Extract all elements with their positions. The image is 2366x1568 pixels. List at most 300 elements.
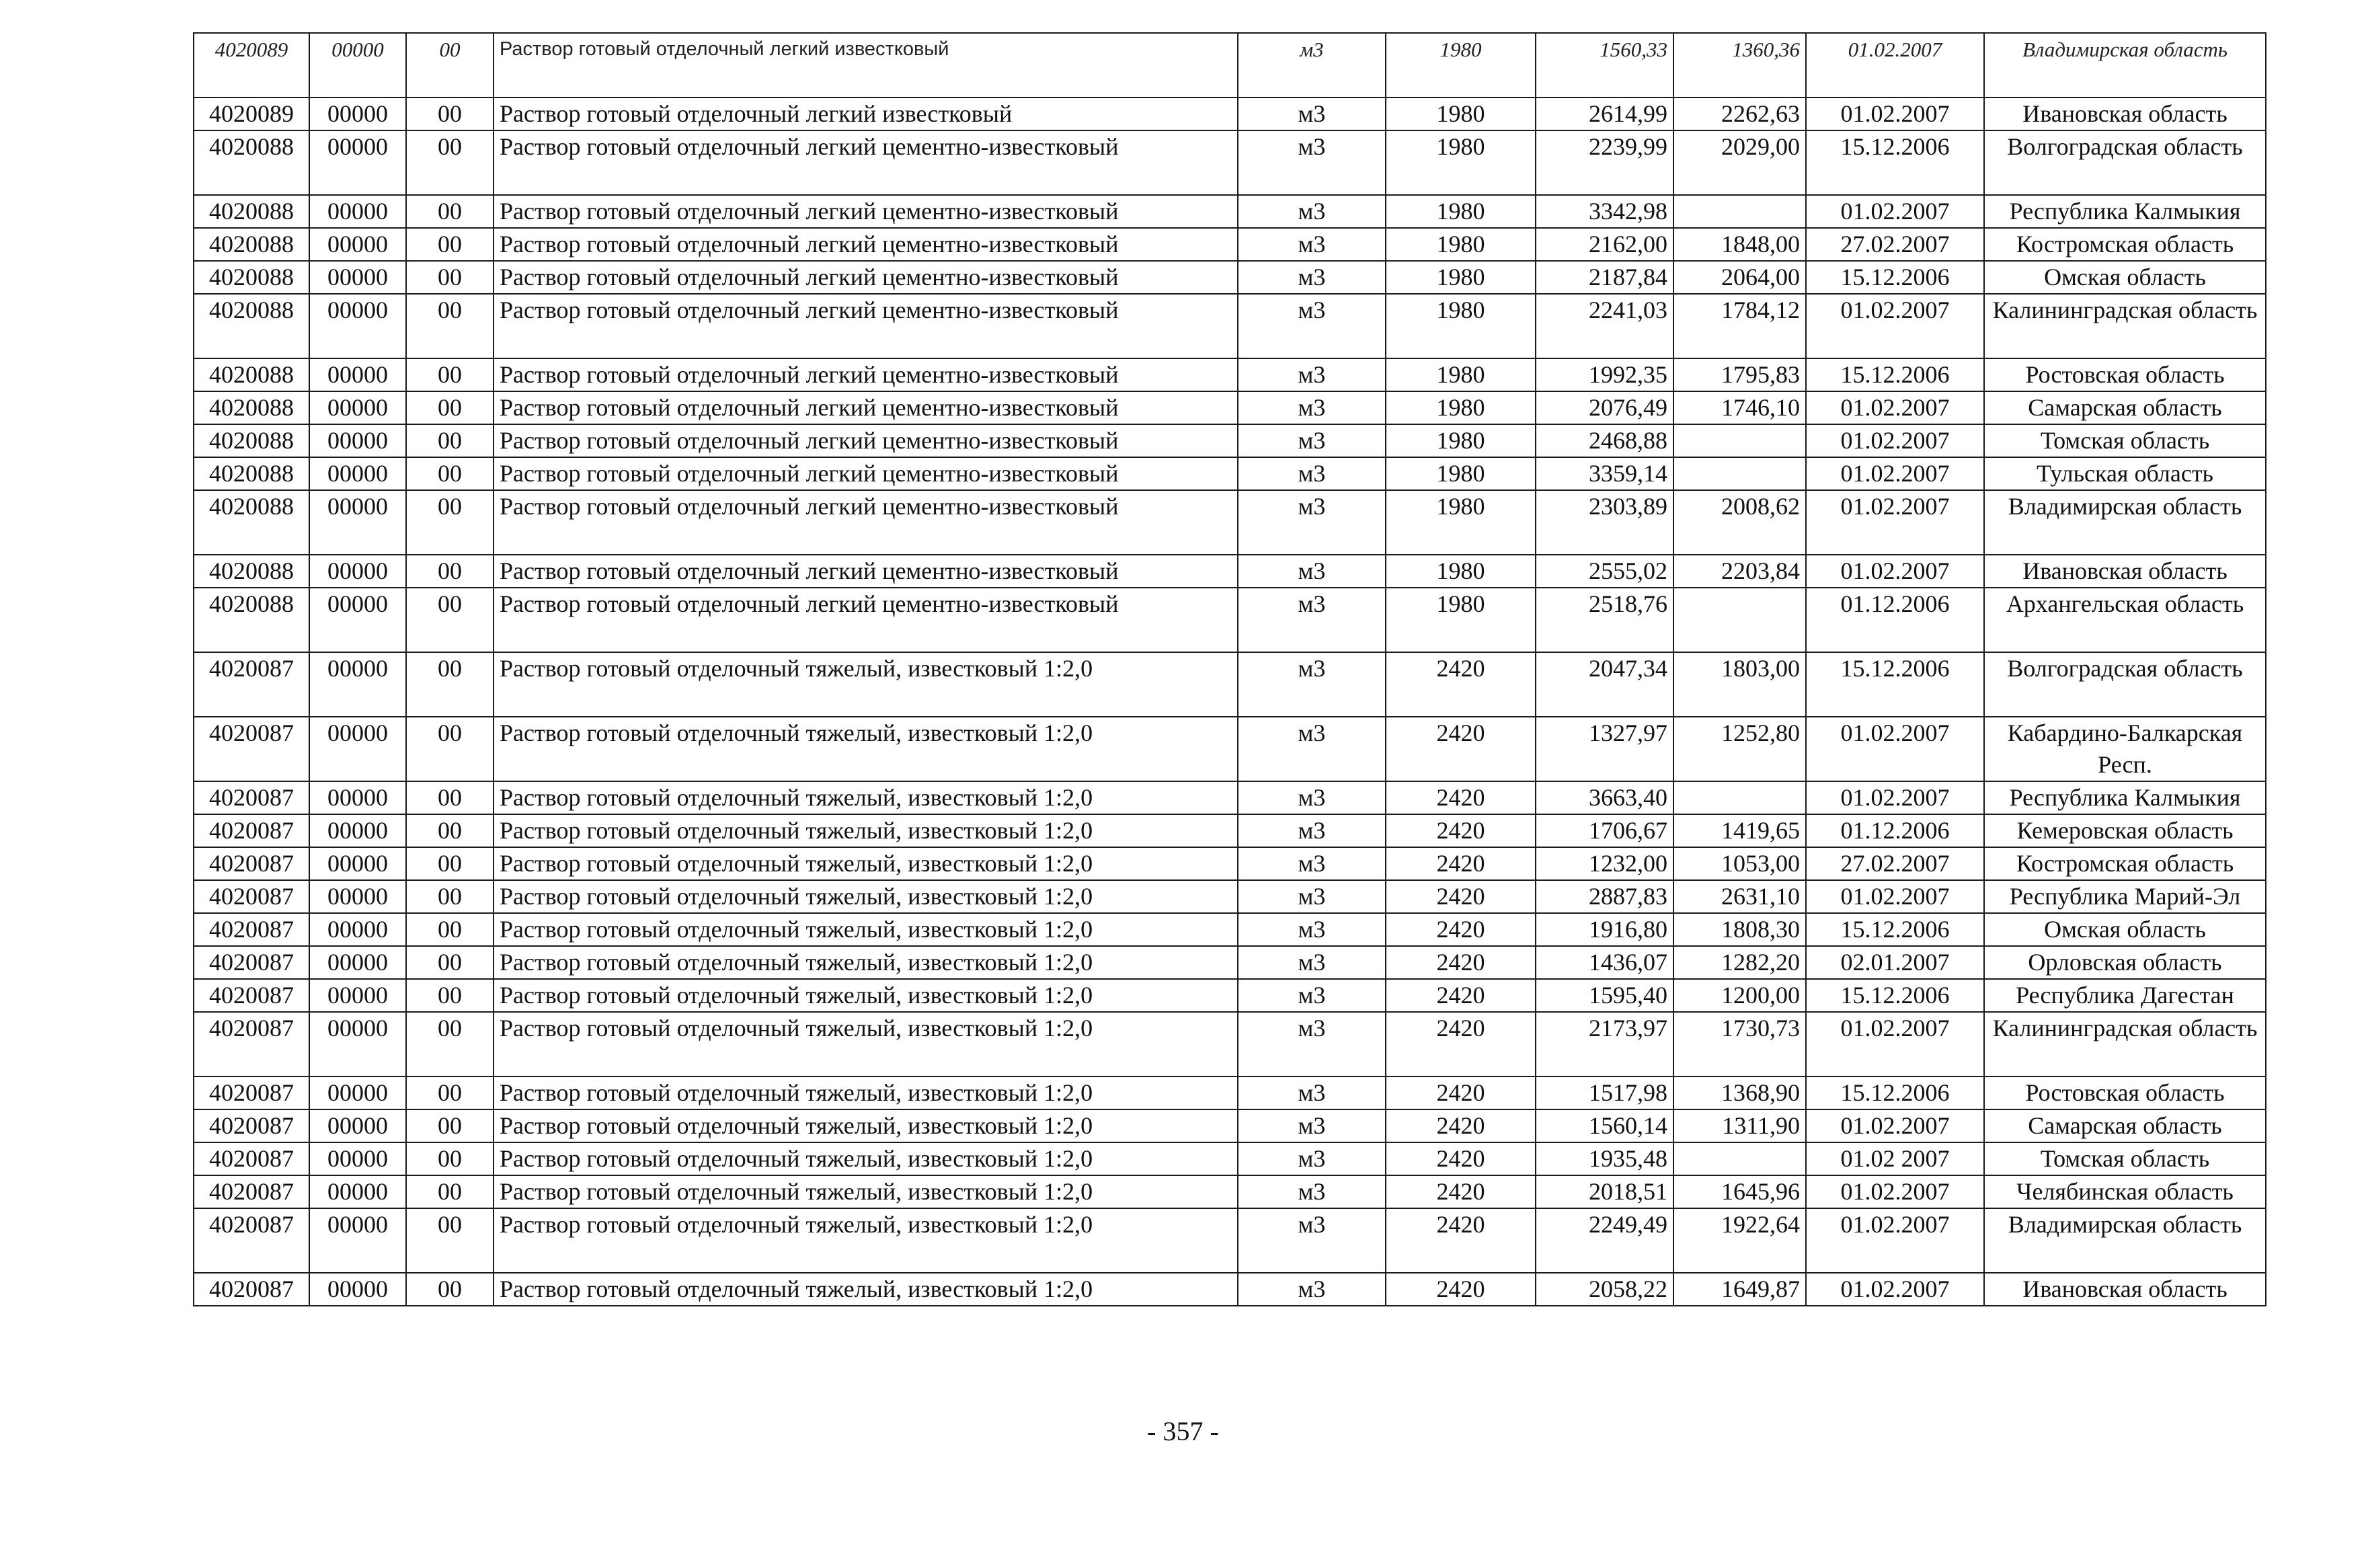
table-row bbox=[194, 228, 2266, 261]
price-with-vat-cell: 2468,88 bbox=[1536, 424, 1673, 457]
sub-code-cell: 00000 bbox=[309, 717, 406, 781]
sub-code-cell: 00000 bbox=[309, 880, 406, 913]
unit-cell: м3 bbox=[1238, 717, 1386, 781]
sub-code-cell: 00000 bbox=[309, 391, 406, 424]
group-code-cell: 00 bbox=[406, 652, 494, 717]
weight-cell: 2420 bbox=[1386, 880, 1536, 913]
group-code-cell: 00 bbox=[406, 97, 494, 130]
unit-cell: м3 bbox=[1238, 913, 1386, 946]
material-code-cell: 4020088 bbox=[194, 261, 309, 294]
table-row bbox=[194, 130, 2266, 195]
weight-cell: 2420 bbox=[1386, 1012, 1536, 1076]
weight-cell: 1980 bbox=[1386, 358, 1536, 391]
unit-cell: м3 bbox=[1238, 555, 1386, 588]
material-code-cell: 4020087 bbox=[194, 1208, 309, 1273]
group-code-cell: 00 bbox=[406, 1012, 494, 1076]
material-name-cell: Раствор готовый отделочный тяжелый, известковый 1:2,0 bbox=[494, 814, 1238, 847]
region-cell: Республика Калмыкия bbox=[1984, 195, 2266, 228]
date-cell: 01.02.2007 bbox=[1806, 1208, 1984, 1273]
material-name-cell: Раствор готовый отделочный тяжелый, известковый 1:2,0 bbox=[494, 717, 1238, 781]
price-without-vat-cell: 1419,65 bbox=[1673, 814, 1806, 847]
material-code-cell: 4020088 bbox=[194, 391, 309, 424]
region-cell: Ростовская область bbox=[1984, 1076, 2266, 1109]
material-name-cell: Раствор готовый отделочный тяжелый, известковый 1:2,0 bbox=[494, 1208, 1238, 1273]
price-with-vat-cell: 2555,02 bbox=[1536, 555, 1673, 588]
material-code-cell: 4020088 bbox=[194, 130, 309, 195]
material-code-cell: 4020087 bbox=[194, 880, 309, 913]
price-without-vat-cell bbox=[1673, 195, 1806, 228]
unit-cell: м3 bbox=[1238, 457, 1386, 490]
sub-code-cell: 00000 bbox=[309, 33, 406, 97]
table-row bbox=[194, 457, 2266, 490]
region-cell: Ивановская область bbox=[1984, 1273, 2266, 1306]
unit-cell: м3 bbox=[1238, 1076, 1386, 1109]
group-code-cell: 00 bbox=[406, 130, 494, 195]
price-with-vat-cell: 2076,49 bbox=[1536, 391, 1673, 424]
group-code-cell: 00 bbox=[406, 294, 494, 358]
region-cell: Ивановская область bbox=[1984, 555, 2266, 588]
price-with-vat-cell: 2249,49 bbox=[1536, 1208, 1673, 1273]
date-cell: 01.02.2007 bbox=[1806, 195, 1984, 228]
region-cell: Волгоградская область bbox=[1984, 130, 2266, 195]
date-cell: 01.02.2007 bbox=[1806, 880, 1984, 913]
date-cell: 27.02.2007 bbox=[1806, 228, 1984, 261]
date-cell: 01.02.2007 bbox=[1806, 294, 1984, 358]
region-cell: Ростовская область bbox=[1984, 358, 2266, 391]
material-name-cell: Раствор готовый отделочный тяжелый, известковый 1:2,0 bbox=[494, 1109, 1238, 1142]
unit-cell: м3 bbox=[1238, 358, 1386, 391]
date-cell: 01.02.2007 bbox=[1806, 1273, 1984, 1306]
table-row bbox=[194, 880, 2266, 913]
price-without-vat-cell: 1282,20 bbox=[1673, 946, 1806, 979]
material-name-cell: Раствор готовый отделочный легкий цементно-известковый bbox=[494, 457, 1238, 490]
weight-cell: 2420 bbox=[1386, 979, 1536, 1012]
table-row bbox=[194, 555, 2266, 588]
table-row bbox=[194, 424, 2266, 457]
price-with-vat-cell: 1595,40 bbox=[1536, 979, 1673, 1012]
material-name-cell: Раствор готовый отделочный легкий цементно-известковый bbox=[494, 195, 1238, 228]
date-cell: 15.12.2006 bbox=[1806, 1076, 1984, 1109]
price-with-vat-cell: 2162,00 bbox=[1536, 228, 1673, 261]
sub-code-cell: 00000 bbox=[309, 814, 406, 847]
table-row bbox=[194, 1208, 2266, 1273]
sub-code-cell: 00000 bbox=[309, 1273, 406, 1306]
weight-cell: 1980 bbox=[1386, 33, 1536, 97]
unit-cell: м3 bbox=[1238, 1142, 1386, 1175]
price-table-body bbox=[194, 33, 2266, 1306]
date-cell: 15.12.2006 bbox=[1806, 913, 1984, 946]
price-with-vat-cell: 2018,51 bbox=[1536, 1175, 1673, 1208]
group-code-cell: 00 bbox=[406, 228, 494, 261]
sub-code-cell: 00000 bbox=[309, 979, 406, 1012]
unit-cell: м3 bbox=[1238, 391, 1386, 424]
weight-cell: 2420 bbox=[1386, 1175, 1536, 1208]
date-cell: 01.02.2007 bbox=[1806, 555, 1984, 588]
table-row bbox=[194, 847, 2266, 880]
price-without-vat-cell bbox=[1673, 781, 1806, 814]
weight-cell: 1980 bbox=[1386, 588, 1536, 652]
date-cell: 01.12.2006 bbox=[1806, 814, 1984, 847]
region-cell: Республика Калмыкия bbox=[1984, 781, 2266, 814]
table-row bbox=[194, 652, 2266, 717]
group-code-cell: 00 bbox=[406, 1142, 494, 1175]
material-code-cell: 4020088 bbox=[194, 555, 309, 588]
table-row bbox=[194, 588, 2266, 652]
material-code-cell: 4020088 bbox=[194, 358, 309, 391]
region-cell: Калининградская область bbox=[1984, 294, 2266, 358]
table-row bbox=[194, 717, 2266, 781]
material-name-cell: Раствор готовый отделочный легкий известковый bbox=[494, 97, 1238, 130]
price-with-vat-cell: 1560,33 bbox=[1536, 33, 1673, 97]
region-cell: Волгоградская область bbox=[1984, 652, 2266, 717]
unit-cell: м3 bbox=[1238, 228, 1386, 261]
date-cell: 01.02.2007 bbox=[1806, 490, 1984, 555]
unit-cell: м3 bbox=[1238, 1175, 1386, 1208]
unit-cell: м3 bbox=[1238, 424, 1386, 457]
price-without-vat-cell: 1803,00 bbox=[1673, 652, 1806, 717]
material-code-cell: 4020088 bbox=[194, 490, 309, 555]
table-row bbox=[194, 814, 2266, 847]
region-cell: Омская область bbox=[1984, 261, 2266, 294]
sub-code-cell: 00000 bbox=[309, 847, 406, 880]
group-code-cell: 00 bbox=[406, 555, 494, 588]
price-without-vat-cell: 1848,00 bbox=[1673, 228, 1806, 261]
group-code-cell: 00 bbox=[406, 33, 494, 97]
price-with-vat-cell: 2047,34 bbox=[1536, 652, 1673, 717]
price-without-vat-cell: 1360,36 bbox=[1673, 33, 1806, 97]
material-name-cell: Раствор готовый отделочный легкий цементно-известковый bbox=[494, 555, 1238, 588]
material-code-cell: 4020087 bbox=[194, 814, 309, 847]
weight-cell: 2420 bbox=[1386, 717, 1536, 781]
price-without-vat-cell: 1200,00 bbox=[1673, 979, 1806, 1012]
material-name-cell: Раствор готовый отделочный тяжелый, известковый 1:2,0 bbox=[494, 1142, 1238, 1175]
price-with-vat-cell: 1232,00 bbox=[1536, 847, 1673, 880]
region-cell: Челябинская область bbox=[1984, 1175, 2266, 1208]
material-code-cell: 4020088 bbox=[194, 588, 309, 652]
material-name-cell: Раствор готовый отделочный легкий цементно-известковый bbox=[494, 424, 1238, 457]
unit-cell: м3 bbox=[1238, 781, 1386, 814]
weight-cell: 2420 bbox=[1386, 1109, 1536, 1142]
material-code-cell: 4020087 bbox=[194, 1142, 309, 1175]
price-with-vat-cell: 2303,89 bbox=[1536, 490, 1673, 555]
unit-cell: м3 bbox=[1238, 946, 1386, 979]
weight-cell: 1980 bbox=[1386, 391, 1536, 424]
region-cell: Томская область bbox=[1984, 424, 2266, 457]
date-cell: 01.02.2007 bbox=[1806, 33, 1984, 97]
price-with-vat-cell: 2518,76 bbox=[1536, 588, 1673, 652]
unit-cell: м3 bbox=[1238, 195, 1386, 228]
region-cell: Ивановская область bbox=[1984, 97, 2266, 130]
table-row bbox=[194, 33, 2266, 97]
table-row bbox=[194, 490, 2266, 555]
sub-code-cell: 00000 bbox=[309, 228, 406, 261]
group-code-cell: 00 bbox=[406, 1273, 494, 1306]
unit-cell: м3 bbox=[1238, 1012, 1386, 1076]
region-cell: Самарская область bbox=[1984, 391, 2266, 424]
table-row bbox=[194, 1142, 2266, 1175]
date-cell: 01.02.2007 bbox=[1806, 424, 1984, 457]
weight-cell: 2420 bbox=[1386, 781, 1536, 814]
table-row bbox=[194, 1109, 2266, 1142]
material-code-cell: 4020089 bbox=[194, 33, 309, 97]
weight-cell: 2420 bbox=[1386, 814, 1536, 847]
page-number: - 357 - bbox=[1147, 1416, 1219, 1446]
date-cell: 01.02.2007 bbox=[1806, 1012, 1984, 1076]
material-code-cell: 4020088 bbox=[194, 424, 309, 457]
table-row bbox=[194, 946, 2266, 979]
date-cell: 01.02.2007 bbox=[1806, 781, 1984, 814]
weight-cell: 1980 bbox=[1386, 228, 1536, 261]
material-code-cell: 4020087 bbox=[194, 1012, 309, 1076]
material-code-cell: 4020087 bbox=[194, 847, 309, 880]
price-without-vat-cell: 2203,84 bbox=[1673, 555, 1806, 588]
region-cell: Орловская область bbox=[1984, 946, 2266, 979]
date-cell: 15.12.2006 bbox=[1806, 358, 1984, 391]
material-name-cell: Раствор готовый отделочный тяжелый, известковый 1:2,0 bbox=[494, 1273, 1238, 1306]
sub-code-cell: 00000 bbox=[309, 946, 406, 979]
price-without-vat-cell: 1730,73 bbox=[1673, 1012, 1806, 1076]
unit-cell: м3 bbox=[1238, 490, 1386, 555]
group-code-cell: 00 bbox=[406, 880, 494, 913]
unit-cell: м3 bbox=[1238, 880, 1386, 913]
material-name-cell: Раствор готовый отделочный легкий цементно-известковый bbox=[494, 391, 1238, 424]
group-code-cell: 00 bbox=[406, 979, 494, 1012]
material-code-cell: 4020087 bbox=[194, 1076, 309, 1109]
sub-code-cell: 00000 bbox=[309, 555, 406, 588]
price-with-vat-cell: 1517,98 bbox=[1536, 1076, 1673, 1109]
table-row bbox=[194, 358, 2266, 391]
material-name-cell: Раствор готовый отделочный легкий цементно-известковый bbox=[494, 228, 1238, 261]
table-row bbox=[194, 1012, 2266, 1076]
table-row bbox=[194, 391, 2266, 424]
table-row bbox=[194, 979, 2266, 1012]
material-code-cell: 4020087 bbox=[194, 946, 309, 979]
sub-code-cell: 00000 bbox=[309, 1208, 406, 1273]
price-with-vat-cell: 2173,97 bbox=[1536, 1012, 1673, 1076]
sub-code-cell: 00000 bbox=[309, 1109, 406, 1142]
material-name-cell: Раствор готовый отделочный легкий цементно-известковый bbox=[494, 490, 1238, 555]
sub-code-cell: 00000 bbox=[309, 261, 406, 294]
price-with-vat-cell: 1327,97 bbox=[1536, 717, 1673, 781]
date-cell: 01.02.2007 bbox=[1806, 1109, 1984, 1142]
price-without-vat-cell: 1808,30 bbox=[1673, 913, 1806, 946]
group-code-cell: 00 bbox=[406, 457, 494, 490]
price-with-vat-cell: 2239,99 bbox=[1536, 130, 1673, 195]
weight-cell: 2420 bbox=[1386, 1142, 1536, 1175]
sub-code-cell: 00000 bbox=[309, 1142, 406, 1175]
region-cell: Томская область bbox=[1984, 1142, 2266, 1175]
sub-code-cell: 00000 bbox=[309, 490, 406, 555]
region-cell: Кабардино-Балкарская Респ. bbox=[1984, 717, 2266, 781]
group-code-cell: 00 bbox=[406, 588, 494, 652]
weight-cell: 1980 bbox=[1386, 457, 1536, 490]
sub-code-cell: 00000 bbox=[309, 195, 406, 228]
date-cell: 01.02.2007 bbox=[1806, 97, 1984, 130]
material-code-cell: 4020087 bbox=[194, 1175, 309, 1208]
unit-cell: м3 bbox=[1238, 1208, 1386, 1273]
sub-code-cell: 00000 bbox=[309, 1012, 406, 1076]
material-name-cell: Раствор готовый отделочный тяжелый, известковый 1:2,0 bbox=[494, 847, 1238, 880]
price-without-vat-cell: 2262,63 bbox=[1673, 97, 1806, 130]
group-code-cell: 00 bbox=[406, 261, 494, 294]
table-row bbox=[194, 261, 2266, 294]
material-name-cell: Раствор готовый отделочный легкий цементно-известковый bbox=[494, 261, 1238, 294]
weight-cell: 2420 bbox=[1386, 946, 1536, 979]
region-cell: Омская область bbox=[1984, 913, 2266, 946]
price-without-vat-cell bbox=[1673, 1142, 1806, 1175]
unit-cell: м3 bbox=[1238, 33, 1386, 97]
sub-code-cell: 00000 bbox=[309, 457, 406, 490]
weight-cell: 2420 bbox=[1386, 652, 1536, 717]
region-cell: Самарская область bbox=[1984, 1109, 2266, 1142]
region-cell: Костромская область bbox=[1984, 847, 2266, 880]
price-without-vat-cell: 2029,00 bbox=[1673, 130, 1806, 195]
group-code-cell: 00 bbox=[406, 490, 494, 555]
date-cell: 01.02.2007 bbox=[1806, 1175, 1984, 1208]
price-with-vat-cell: 3342,98 bbox=[1536, 195, 1673, 228]
region-cell: Калининградская область bbox=[1984, 1012, 2266, 1076]
material-code-cell: 4020087 bbox=[194, 1109, 309, 1142]
table-row bbox=[194, 294, 2266, 358]
price-without-vat-cell: 1649,87 bbox=[1673, 1273, 1806, 1306]
group-code-cell: 00 bbox=[406, 391, 494, 424]
sub-code-cell: 00000 bbox=[309, 913, 406, 946]
table-row bbox=[194, 1076, 2266, 1109]
material-code-cell: 4020088 bbox=[194, 294, 309, 358]
price-without-vat-cell bbox=[1673, 457, 1806, 490]
price-without-vat-cell: 1784,12 bbox=[1673, 294, 1806, 358]
price-without-vat-cell: 2064,00 bbox=[1673, 261, 1806, 294]
unit-cell: м3 bbox=[1238, 979, 1386, 1012]
material-code-cell: 4020088 bbox=[194, 228, 309, 261]
date-cell: 15.12.2006 bbox=[1806, 652, 1984, 717]
weight-cell: 1980 bbox=[1386, 130, 1536, 195]
group-code-cell: 00 bbox=[406, 847, 494, 880]
weight-cell: 2420 bbox=[1386, 913, 1536, 946]
price-without-vat-cell bbox=[1673, 588, 1806, 652]
region-cell: Кемеровская область bbox=[1984, 814, 2266, 847]
table-row bbox=[194, 913, 2266, 946]
material-name-cell: Раствор готовый отделочный тяжелый, известковый 1:2,0 bbox=[494, 781, 1238, 814]
material-name-cell: Раствор готовый отделочный тяжелый, известковый 1:2,0 bbox=[494, 946, 1238, 979]
sub-code-cell: 00000 bbox=[309, 424, 406, 457]
weight-cell: 2420 bbox=[1386, 1208, 1536, 1273]
weight-cell: 2420 bbox=[1386, 1076, 1536, 1109]
region-cell: Тульская область bbox=[1984, 457, 2266, 490]
material-name-cell: Раствор готовый отделочный тяжелый, известковый 1:2,0 bbox=[494, 652, 1238, 717]
sub-code-cell: 00000 bbox=[309, 358, 406, 391]
unit-cell: м3 bbox=[1238, 130, 1386, 195]
date-cell: 15.12.2006 bbox=[1806, 979, 1984, 1012]
price-without-vat-cell: 1252,80 bbox=[1673, 717, 1806, 781]
unit-cell: м3 bbox=[1238, 294, 1386, 358]
price-without-vat-cell: 1922,64 bbox=[1673, 1208, 1806, 1273]
unit-cell: м3 bbox=[1238, 814, 1386, 847]
price-with-vat-cell: 3359,14 bbox=[1536, 457, 1673, 490]
material-code-cell: 4020087 bbox=[194, 979, 309, 1012]
material-name-cell: Раствор готовый отделочный тяжелый, известковый 1:2,0 bbox=[494, 979, 1238, 1012]
unit-cell: м3 bbox=[1238, 1273, 1386, 1306]
group-code-cell: 00 bbox=[406, 781, 494, 814]
unit-cell: м3 bbox=[1238, 97, 1386, 130]
date-cell: 01.02.2007 bbox=[1806, 717, 1984, 781]
unit-cell: м3 bbox=[1238, 588, 1386, 652]
sub-code-cell: 00000 bbox=[309, 294, 406, 358]
material-name-cell: Раствор готовый отделочный тяжелый, известковый 1:2,0 bbox=[494, 913, 1238, 946]
price-without-vat-cell: 1645,96 bbox=[1673, 1175, 1806, 1208]
unit-cell: м3 bbox=[1238, 652, 1386, 717]
date-cell: 15.12.2006 bbox=[1806, 261, 1984, 294]
price-without-vat-cell: 2631,10 bbox=[1673, 880, 1806, 913]
date-cell: 01.02.2007 bbox=[1806, 391, 1984, 424]
material-name-cell: Раствор готовый отделочный тяжелый, известковый 1:2,0 bbox=[494, 1175, 1238, 1208]
group-code-cell: 00 bbox=[406, 1175, 494, 1208]
date-cell: 01.02 2007 bbox=[1806, 1142, 1984, 1175]
material-name-cell: Раствор готовый отделочный тяжелый, известковый 1:2,0 bbox=[494, 1012, 1238, 1076]
material-name-cell: Раствор готовый отделочный легкий цементно-известковый bbox=[494, 358, 1238, 391]
price-without-vat-cell: 1053,00 bbox=[1673, 847, 1806, 880]
material-code-cell: 4020089 bbox=[194, 97, 309, 130]
material-name-cell: Раствор готовый отделочный легкий цементно-известковый bbox=[494, 588, 1238, 652]
material-name-cell: Раствор готовый отделочный тяжелый, известковый 1:2,0 bbox=[494, 1076, 1238, 1109]
group-code-cell: 00 bbox=[406, 717, 494, 781]
material-code-cell: 4020087 bbox=[194, 652, 309, 717]
price-table-sheet bbox=[193, 32, 2265, 1306]
date-cell: 27.02.2007 bbox=[1806, 847, 1984, 880]
price-with-vat-cell: 2058,22 bbox=[1536, 1273, 1673, 1306]
sub-code-cell: 00000 bbox=[309, 652, 406, 717]
material-name-cell: Раствор готовый отделочный легкий цементно-известковый bbox=[494, 294, 1238, 358]
weight-cell: 2420 bbox=[1386, 847, 1536, 880]
price-with-vat-cell: 1992,35 bbox=[1536, 358, 1673, 391]
weight-cell: 2420 bbox=[1386, 1273, 1536, 1306]
price-with-vat-cell: 2887,83 bbox=[1536, 880, 1673, 913]
date-cell: 15.12.2006 bbox=[1806, 130, 1984, 195]
group-code-cell: 00 bbox=[406, 1076, 494, 1109]
group-code-cell: 00 bbox=[406, 946, 494, 979]
price-table bbox=[193, 32, 2266, 1306]
sub-code-cell: 00000 bbox=[309, 588, 406, 652]
group-code-cell: 00 bbox=[406, 1109, 494, 1142]
price-with-vat-cell: 2187,84 bbox=[1536, 261, 1673, 294]
price-without-vat-cell: 1746,10 bbox=[1673, 391, 1806, 424]
table-row bbox=[194, 97, 2266, 130]
date-cell: 02.01.2007 bbox=[1806, 946, 1984, 979]
region-cell: Архангельская область bbox=[1984, 588, 2266, 652]
sub-code-cell: 00000 bbox=[309, 1076, 406, 1109]
price-with-vat-cell: 1935,48 bbox=[1536, 1142, 1673, 1175]
sub-code-cell: 00000 bbox=[309, 781, 406, 814]
price-with-vat-cell: 1560,14 bbox=[1536, 1109, 1673, 1142]
table-row bbox=[194, 1175, 2266, 1208]
weight-cell: 1980 bbox=[1386, 555, 1536, 588]
weight-cell: 1980 bbox=[1386, 195, 1536, 228]
price-with-vat-cell: 1436,07 bbox=[1536, 946, 1673, 979]
unit-cell: м3 bbox=[1238, 1109, 1386, 1142]
table-row bbox=[194, 781, 2266, 814]
group-code-cell: 00 bbox=[406, 195, 494, 228]
table-row bbox=[194, 1273, 2266, 1306]
material-name-cell: Раствор готовый отделочный тяжелый, известковый 1:2,0 bbox=[494, 880, 1238, 913]
region-cell: Костромская область bbox=[1984, 228, 2266, 261]
region-cell: Республика Дагестан bbox=[1984, 979, 2266, 1012]
price-without-vat-cell bbox=[1673, 424, 1806, 457]
price-without-vat-cell: 2008,62 bbox=[1673, 490, 1806, 555]
group-code-cell: 00 bbox=[406, 814, 494, 847]
unit-cell: м3 bbox=[1238, 261, 1386, 294]
price-without-vat-cell: 1368,90 bbox=[1673, 1076, 1806, 1109]
weight-cell: 1980 bbox=[1386, 490, 1536, 555]
